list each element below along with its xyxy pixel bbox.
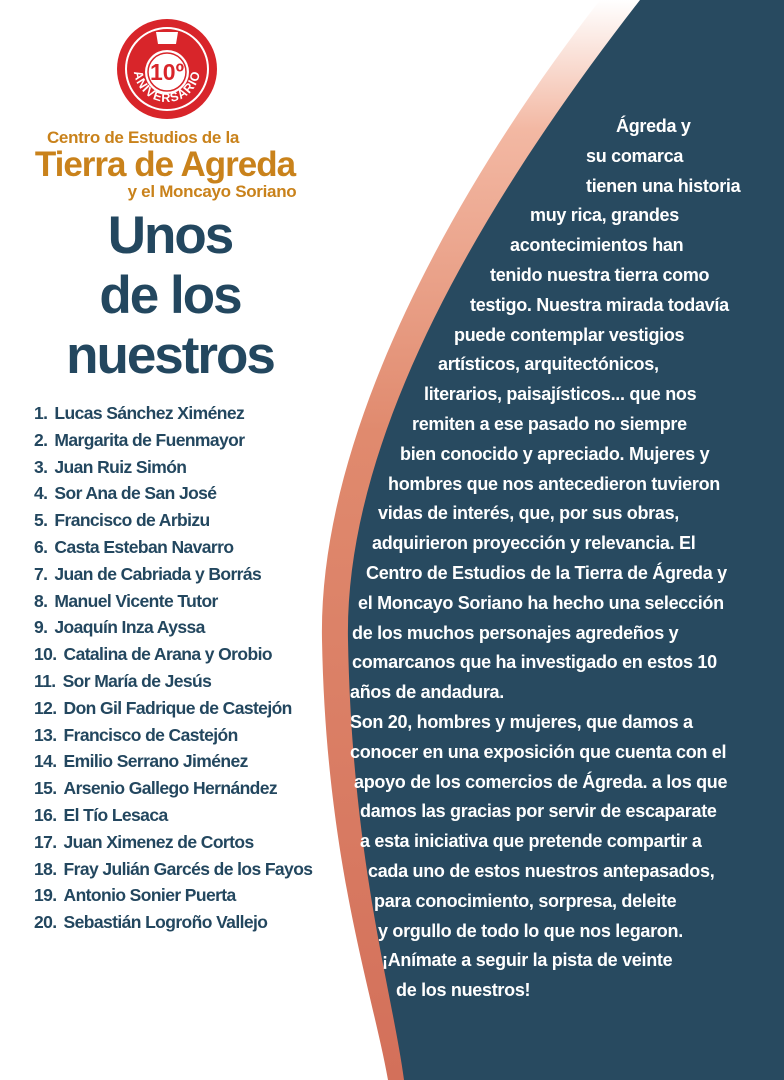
list-item-name: Sor Ana de San José xyxy=(54,483,217,504)
text-line: acontecimientos han xyxy=(510,235,684,256)
list-item-name: Catalina de Arana y Orobio xyxy=(63,644,272,665)
list-item-number: 8. xyxy=(34,590,48,611)
list-item-name: Juan Ximenez de Cortos xyxy=(63,831,254,852)
list-item-number: 6. xyxy=(34,536,48,557)
text-line: a esta iniciativa que pretende compartir a xyxy=(360,831,702,852)
list-item-number: 18. xyxy=(34,858,57,879)
list-item xyxy=(34,480,312,507)
text-line: cada uno de estos nuestros antepasados, xyxy=(368,861,715,881)
anniversary-seal xyxy=(112,14,222,124)
list-item xyxy=(34,856,312,883)
list-item xyxy=(34,748,312,775)
text-line: comarcanos que ha investigado en estos 10 xyxy=(352,652,717,673)
list-item-number: 7. xyxy=(34,563,48,584)
text-line: remiten a ese pasado no siempre xyxy=(412,414,687,434)
list-item-number: 13. xyxy=(34,724,57,745)
text-line: artísticos, arquitectónicos, xyxy=(438,354,659,375)
text-line: conocer en una exposición que cuenta con el xyxy=(350,741,727,762)
list-item-number: 12. xyxy=(34,697,57,718)
list-item-number: 9. xyxy=(34,617,48,638)
list-item xyxy=(34,802,312,829)
list-item-name: Sor María de Jesús xyxy=(62,670,212,691)
text-line: hombres que nos antecedieron tuvieron xyxy=(388,473,720,494)
list-item xyxy=(34,400,312,427)
org-line-1: Centro de Estudios de la xyxy=(46,128,240,147)
list-item-name: Arsenio Gallego Hernández xyxy=(63,778,278,799)
seal-number: 10º xyxy=(150,59,184,85)
text-line: de los nuestros! xyxy=(396,980,531,1001)
list-item-name: Emilio Serrano Jiménez xyxy=(63,751,248,772)
text-line: ¡Anímate a seguir la pista de veinte xyxy=(382,950,673,971)
list-item xyxy=(34,775,312,802)
list-item-name: Fray Julián Garcés de los Fayos xyxy=(63,858,313,879)
list-item xyxy=(34,882,312,909)
list-item xyxy=(34,534,312,561)
list-item-name: Juan Ruiz Simón xyxy=(54,456,187,477)
text-line: Ágreda y xyxy=(616,116,691,136)
list-item-number: 17. xyxy=(34,831,57,852)
list-item-name: Manuel Vicente Tutor xyxy=(54,590,218,611)
text-line: Centro de Estudios de la Tierra de Ágreda y xyxy=(366,563,727,583)
list-item-number: 16. xyxy=(34,804,57,825)
text-line: muy rica, grandes xyxy=(530,205,679,226)
list-item-name: Juan de Cabriada y Borrás xyxy=(54,563,262,584)
list-item xyxy=(34,561,312,588)
list-item-number: 15. xyxy=(34,778,57,799)
list-item-name: Francisco de Arbizu xyxy=(54,510,210,531)
list-item-number: 1. xyxy=(34,403,48,423)
list-item-number: 19. xyxy=(34,885,57,906)
text-line: damos las gracias por servir de escaparate xyxy=(360,801,717,822)
list-item-number: 4. xyxy=(34,483,48,504)
text-line: tienen una historia xyxy=(586,175,741,196)
list-item xyxy=(34,507,312,534)
list-item-name: El Tío Lesaca xyxy=(63,804,168,825)
list-item-name: Francisco de Castejón xyxy=(63,724,238,745)
list-item-name: Margarita de Fuenmayor xyxy=(54,429,245,450)
text-line: para conocimiento, sorpresa, deleite xyxy=(374,890,677,911)
text-line: su comarca xyxy=(586,145,684,166)
list-item-name: Lucas Sánchez Ximénez xyxy=(54,403,245,423)
list-item xyxy=(34,722,312,749)
list-item-name: Casta Esteban Navarro xyxy=(54,536,234,557)
list-item xyxy=(34,454,312,481)
list-item xyxy=(34,427,312,454)
org-line-3: y el Moncayo Soriano xyxy=(127,182,297,201)
headline xyxy=(40,206,300,386)
list-item xyxy=(34,829,312,856)
text-line: testigo. Nuestra mirada todavía xyxy=(470,294,729,315)
list-item-name: Don Gil Fadrique de Castejón xyxy=(63,697,292,718)
list-item-name: Sebastián Logroño Vallejo xyxy=(63,912,268,933)
headline-line-3: nuestros xyxy=(66,326,274,385)
headline-line-1: Unos xyxy=(107,206,233,265)
text-line: tenido nuestra tierra como xyxy=(490,265,710,285)
list-item-number: 20. xyxy=(34,912,57,933)
text-line: Son 20, hombres y mujeres, que damos a xyxy=(350,712,693,732)
names-list xyxy=(34,400,312,936)
list-item xyxy=(34,668,312,695)
list-item-number: 2. xyxy=(34,429,48,450)
list-item xyxy=(34,695,312,722)
list-item-number: 5. xyxy=(34,510,48,531)
list-item-number: 10. xyxy=(34,644,57,665)
text-line: puede contemplar vestigios xyxy=(454,324,685,345)
list-item xyxy=(34,614,312,641)
text-line: el Moncayo Soriano ha hecho una selección xyxy=(358,592,724,613)
text-line: vidas de interés, que, por sus obras, xyxy=(378,503,680,524)
list-item xyxy=(34,641,312,668)
text-line: de los muchos personajes agredeños y xyxy=(352,622,679,643)
seal-text: ANIVERSARIO xyxy=(130,69,204,106)
list-item xyxy=(34,588,312,615)
list-item-number: 3. xyxy=(34,456,48,477)
text-line: bien conocido y apreciado. Mujeres y xyxy=(400,443,710,464)
organization-logo xyxy=(22,128,322,202)
list-item-name: Joaquín Inza Ayssa xyxy=(54,617,205,638)
list-item-name: Antonio Sonier Puerta xyxy=(63,885,236,906)
text-line: literarios, paisajísticos... que nos xyxy=(424,384,697,405)
text-line: apoyo de los comercios de Ágreda. a los que xyxy=(354,771,728,792)
list-item-number: 14. xyxy=(34,751,57,772)
text-line: años de andadura. xyxy=(350,682,504,703)
list-item xyxy=(34,909,312,936)
org-line-2: Tierra de Agreda xyxy=(34,145,296,184)
headline-line-2: de los xyxy=(99,266,241,325)
text-line: adquirieron proyección y relevancia. El xyxy=(372,533,696,554)
crest-icon xyxy=(156,32,178,44)
text-line: y orgullo de todo lo que nos legaron. xyxy=(378,920,683,941)
list-item-number: 11. xyxy=(34,670,56,691)
